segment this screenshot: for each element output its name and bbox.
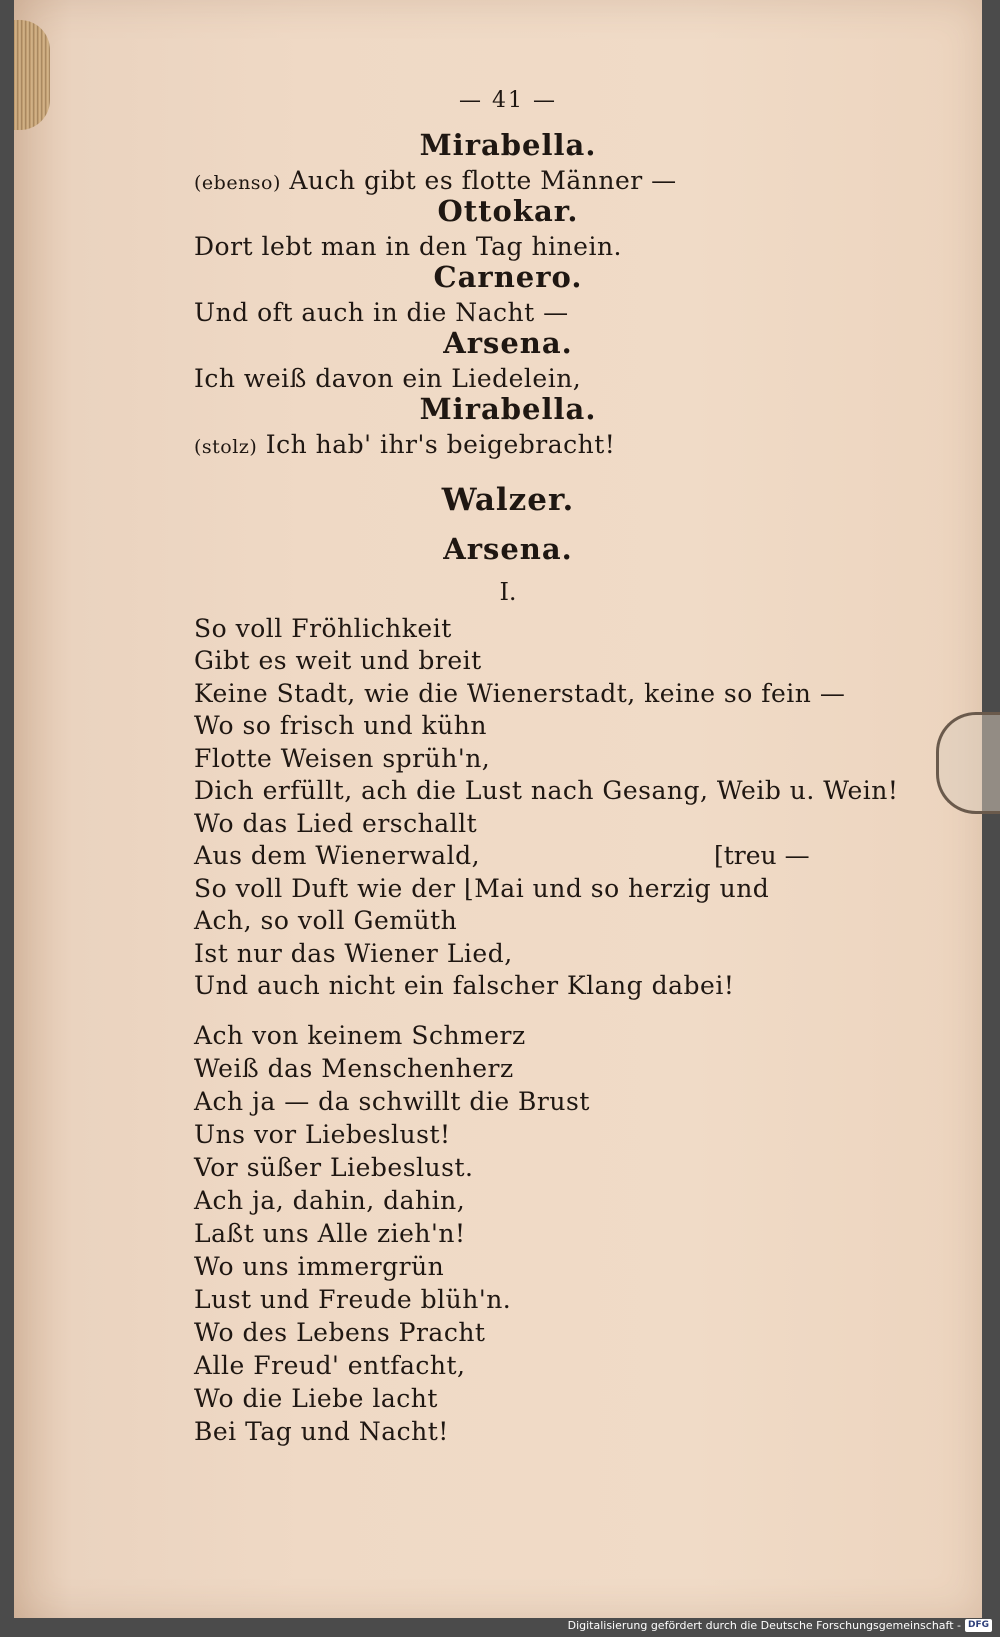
line-text: Dort lebt man in den Tag hinein. <box>194 232 622 261</box>
stage-direction: (stolz) <box>194 436 258 458</box>
dialogue-line <box>194 166 677 195</box>
verse-line: Lust und Freude blüh'n. <box>194 1285 512 1314</box>
verse-line: Dich erfüllt, ach die Lust nach Gesang, Weib u. Wein! <box>194 776 899 805</box>
verse-line: Und auch nicht ein falscher Klang dabei! <box>194 971 735 1000</box>
book-page <box>14 0 982 1618</box>
dialogue-line <box>194 364 581 393</box>
line-text: Ich weiß davon ein Liedelein, <box>194 364 582 393</box>
verse-line: Ach ja — da schwillt die Brust <box>194 1087 590 1116</box>
verse-line: So voll Fröhlichkeit <box>194 614 452 643</box>
verse-line: So voll Duft wie der ⌊Mai und so herzig und <box>194 874 770 903</box>
verse-line: Wo die Liebe lacht <box>194 1384 438 1413</box>
section-speaker: Arsena. <box>443 532 573 566</box>
verse-line: Keine Stadt, wie die Wienerstadt, keine so fein — <box>194 679 846 708</box>
speaker-name: Mirabella. <box>419 128 597 162</box>
speaker-name: Arsena. <box>443 326 573 360</box>
verse-number: I. <box>499 578 517 606</box>
page-clip <box>936 712 1000 814</box>
page-number: — 41 — <box>459 88 557 113</box>
verse-line: Wo so frisch und kühn <box>194 711 488 740</box>
speaker-name: Ottokar. <box>437 194 579 228</box>
credit-text: Digitalisierung gefördert durch die Deutsche Forschungsgemeinschaft - <box>567 1618 961 1632</box>
line-text: Und oft auch in die Nacht — <box>194 298 569 327</box>
verse-line: Weiß das Menschenherz <box>194 1054 514 1083</box>
verse-line: Ist nur das Wiener Lied, <box>194 939 513 968</box>
verse-line: Uns vor Liebeslust! <box>194 1120 451 1149</box>
verse-line: Wo das Lied erschallt <box>194 809 478 838</box>
verse-line: Gibt es weit und breit <box>194 646 482 675</box>
verse-line: Alle Freud' entfacht, <box>194 1351 466 1380</box>
section-title: Walzer. <box>441 482 575 518</box>
verse-line: Ach ja, dahin, dahin, <box>194 1186 466 1215</box>
stage-direction: (ebenso) <box>194 172 281 194</box>
digitization-credit <box>568 1617 992 1633</box>
verse-line: Wo uns immergrün <box>194 1252 445 1281</box>
dfg-logo: DFG <box>965 1619 992 1632</box>
line-text: Auch gibt es flotte Männer — <box>289 166 677 195</box>
verse-line: Ach von keinem Schmerz <box>194 1021 526 1050</box>
verse-line: Laßt uns Alle zieh'n! <box>194 1219 466 1248</box>
dialogue-line <box>194 430 615 459</box>
verse-line: Bei Tag und Nacht! <box>194 1417 449 1446</box>
verse-line: Ach, so voll Gemüth <box>194 906 458 935</box>
speaker-name: Mirabella. <box>419 392 597 426</box>
speaker-name: Carnero. <box>433 260 583 294</box>
book-spine-edge <box>14 20 50 130</box>
verse-line: Aus dem Wienerwald, <box>194 841 481 870</box>
verse-line: Vor süßer Liebeslust. <box>194 1153 474 1182</box>
line-text: Ich hab' ihr's beigebracht! <box>265 430 616 459</box>
verse-line: Wo des Lebens Pracht <box>194 1318 486 1347</box>
dialogue-line <box>194 298 569 327</box>
carryover-word: [treu — <box>714 841 810 870</box>
verse-line: Flotte Weisen sprüh'n, <box>194 744 491 773</box>
dialogue-line <box>194 232 622 261</box>
